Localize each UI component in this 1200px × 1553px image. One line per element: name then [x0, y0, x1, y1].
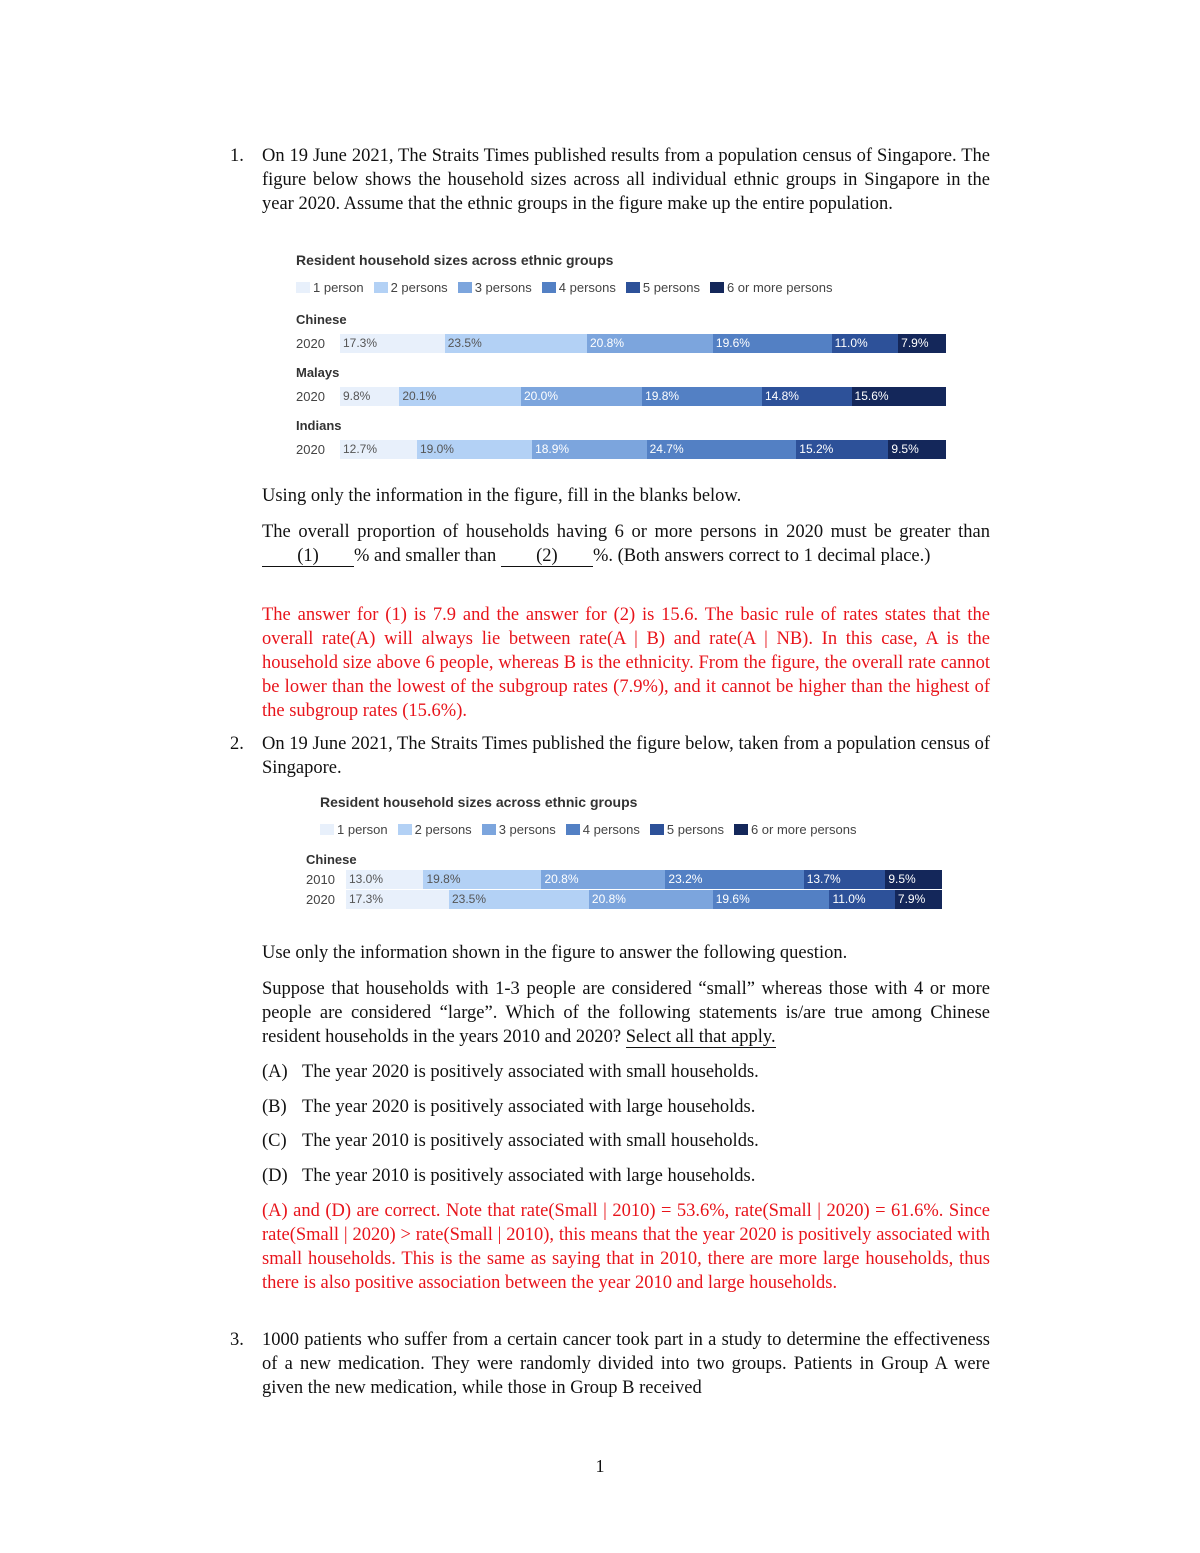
option-a[interactable] [262, 1060, 759, 1084]
stacked-bar [346, 870, 942, 889]
bar-segment: 12.7% [340, 440, 417, 459]
bar-segment: 9.5% [888, 440, 946, 459]
legend-item [320, 822, 388, 837]
bar-segment: 18.9% [532, 440, 647, 459]
bar-segment: 13.0% [346, 870, 423, 889]
q1-instruction: Using only the information in the figure, fill in the blanks below. [262, 486, 742, 506]
blank-text: The overall proportion of households having 6 or more persons in 2020 must be greater than [262, 522, 990, 542]
stacked-bar [340, 334, 946, 353]
bar-segment: 11.0% [829, 890, 894, 909]
bar-segment: 17.3% [346, 890, 449, 909]
legend-label: 6 or more persons [750, 822, 857, 837]
group-label: Chinese [306, 852, 357, 867]
stacked-bar [340, 387, 946, 406]
bar-segment: 23.5% [449, 890, 589, 909]
q1-fill-blank [262, 520, 990, 568]
legend-swatch [374, 282, 388, 293]
bar-segment: 19.6% [713, 334, 832, 353]
legend-label: 5 persons [666, 822, 724, 837]
question-number: 2. [230, 734, 244, 754]
chart-figure-2 [306, 794, 946, 912]
bar-segment: 20.0% [521, 387, 642, 406]
year-label: 2020 [296, 442, 325, 457]
q1-answer: The answer for (1) is 7.9 and the answer for (2) is 15.6. The basic rule of rates states that the overall rate(A) will always lie between rate(A | B) and rate(A | NB). In this case, A is the household size above 6 people, whereas B is the ethnicity. From the figure, the overall rate cannot be lower than the lowest of the subgroup rates (7.9%), and it cannot be higher than the highest of the subgroup rates (15.6%). [262, 605, 990, 721]
legend-item [398, 822, 472, 837]
bar-segment: 19.6% [713, 890, 830, 909]
bar-segment: 17.3% [340, 334, 445, 353]
legend-item [458, 280, 532, 295]
bar-segment: 19.0% [417, 440, 532, 459]
question-intro: On 19 June 2021, The Straits Times published the figure below, taken from a population census of Singapore. [262, 734, 990, 778]
q2-answer: (A) and (D) are correct. Note that rate(Small | 2010) = 53.6%, rate(Small | 2020) = 61.6%. Since rate(Small | 2020) > rate(Small | 2010), this means that the year 2020 is positively associated with small households. This is the same as saying that in 2010, there are more large households, thus there is also positive association between the year 2010 and large households. [262, 1201, 990, 1293]
stacked-bar [340, 440, 946, 459]
bar-segment: 13.7% [804, 870, 886, 889]
legend-swatch [650, 824, 664, 835]
bar-segment: 20.8% [589, 890, 713, 909]
option-text: The year 2010 is positively associated with large households. [302, 1166, 756, 1186]
chart-legend [320, 822, 856, 837]
blank-text: % and smaller than [354, 546, 497, 566]
legend-item [710, 280, 833, 295]
q2-instruction: Use only the information shown in the figure to answer the following question. [262, 943, 848, 963]
legend-swatch [398, 824, 412, 835]
bar-segment: 7.9% [898, 334, 946, 353]
chart-figure-1 [296, 252, 952, 462]
bar-segment: 19.8% [423, 870, 541, 889]
bar-segment: 20.8% [541, 870, 665, 889]
option-b[interactable] [262, 1095, 755, 1119]
option-text: The year 2020 is positively associated with large households. [302, 1097, 756, 1117]
blank-2[interactable]: (2) [501, 546, 593, 567]
question-1 [230, 144, 990, 240]
bar-segment: 20.1% [399, 387, 521, 406]
legend-item [566, 822, 640, 837]
bar-segment: 15.2% [796, 440, 888, 459]
legend-label: 1 person [337, 822, 388, 837]
chart-title: Resident household sizes across ethnic groups [320, 794, 638, 810]
blank-1[interactable]: (1) [262, 546, 354, 567]
question-number: 3. [230, 1330, 244, 1350]
bar-segment: 11.0% [832, 334, 899, 353]
stacked-bar [346, 890, 942, 909]
legend-item [626, 280, 700, 295]
question-intro: On 19 June 2021, The Straits Times published results from a population census of Singapore. The figure below shows the household sizes across all individual ethnic groups in Singapore in the year 2020. Assume that the ethnic groups in the figure make up the entire population. [262, 146, 990, 214]
bar-segment: 9.8% [340, 387, 399, 406]
question-number: 1. [230, 146, 244, 166]
legend-label: 2 persons [390, 280, 448, 295]
legend-swatch [542, 282, 556, 293]
legend-label: 3 persons [498, 822, 556, 837]
legend-label: 6 or more persons [726, 280, 833, 295]
year-label: 2020 [306, 892, 335, 907]
question-text: Suppose that households with 1-3 people are considered “small” whereas those with 4 or more people are considered “large”. Which of the following statements is/are true among Chinese resident households in the years 2010 and 2020? [262, 979, 990, 1047]
group-label: Malays [296, 365, 340, 380]
chart-legend [296, 280, 832, 295]
bar-segment: 15.6% [852, 387, 946, 406]
question-intro: 1000 patients who suffer from a certain cancer took part in a study to determine the effectiveness of a new medication. They were randomly divided into two groups. Patients in Group A were given the new medication, while those in Group B received [262, 1330, 990, 1398]
select-all-note: Select all that apply. [625, 1027, 776, 1047]
bar-segment: 24.7% [647, 440, 797, 459]
legend-swatch [296, 282, 310, 293]
option-label: (D) [262, 1166, 288, 1186]
bar-segment: 23.5% [445, 334, 587, 353]
legend-item [374, 280, 448, 295]
option-label: (B) [262, 1097, 287, 1117]
legend-item [296, 280, 364, 295]
legend-swatch [626, 282, 640, 293]
chart-title: Resident household sizes across ethnic groups [296, 252, 614, 268]
group-label: Chinese [296, 312, 347, 327]
legend-swatch [320, 824, 334, 835]
q2-question [262, 977, 990, 1049]
blank-text: %. (Both answers correct to 1 decimal place.) [592, 546, 931, 566]
option-label: (A) [262, 1062, 288, 1082]
legend-swatch [710, 282, 724, 293]
question-3 [230, 1328, 990, 1400]
legend-label: 5 persons [642, 280, 700, 295]
legend-item [482, 822, 556, 837]
legend-swatch [482, 824, 496, 835]
bar-segment: 19.8% [642, 387, 762, 406]
bar-segment: 7.9% [895, 890, 942, 909]
legend-label: 1 person [313, 280, 364, 295]
legend-label: 2 persons [414, 822, 472, 837]
year-label: 2020 [296, 336, 325, 351]
question-2 [230, 732, 990, 780]
legend-swatch [734, 824, 748, 835]
legend-item [650, 822, 724, 837]
bar-segment: 9.5% [885, 870, 942, 889]
bar-segment: 14.8% [762, 387, 852, 406]
legend-item [542, 280, 616, 295]
bar-segment: 20.8% [587, 334, 713, 353]
legend-swatch [458, 282, 472, 293]
legend-label: 4 persons [558, 280, 616, 295]
option-c[interactable] [262, 1129, 759, 1153]
year-label: 2020 [296, 389, 325, 404]
legend-item [734, 822, 857, 837]
page-number: 1 [595, 1456, 605, 1476]
option-label: (C) [262, 1131, 287, 1151]
legend-label: 3 persons [474, 280, 532, 295]
group-label: Indians [296, 418, 342, 433]
option-d[interactable] [262, 1164, 755, 1188]
option-text: The year 2020 is positively associated with small households. [302, 1062, 759, 1082]
bar-segment: 23.2% [665, 870, 803, 889]
legend-label: 4 persons [582, 822, 640, 837]
option-text: The year 2010 is positively associated with small households. [302, 1131, 759, 1151]
legend-swatch [566, 824, 580, 835]
year-label: 2010 [306, 872, 335, 887]
